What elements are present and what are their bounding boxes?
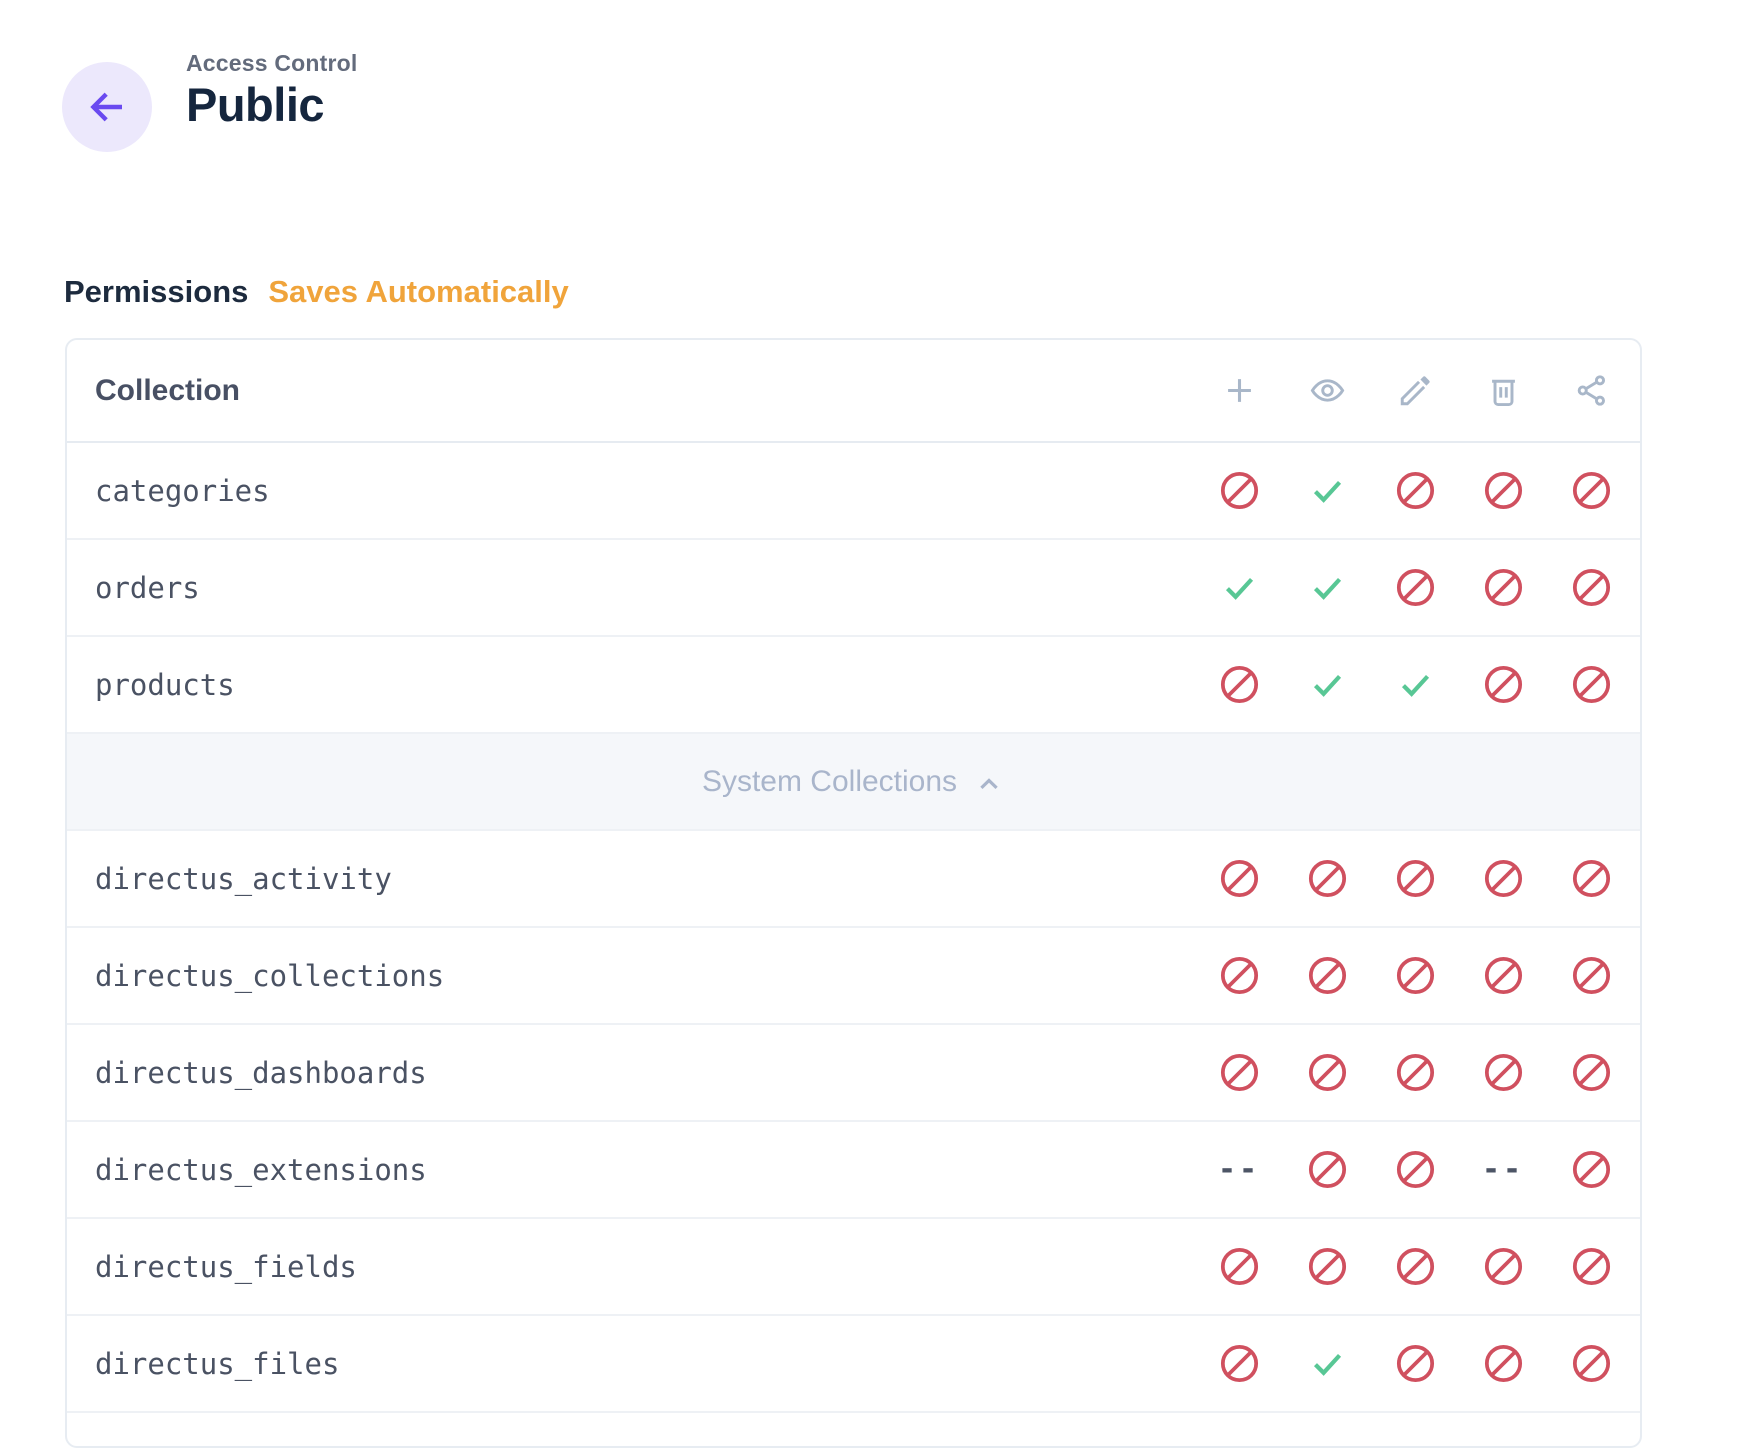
perm-categories-share[interactable]: [1547, 443, 1635, 538]
collection-name: directus_activity: [95, 861, 392, 896]
block-icon: [1482, 857, 1525, 900]
block-icon: [1306, 1148, 1349, 1191]
column-header-create: [1195, 372, 1283, 409]
perm-directus_extensions-read[interactable]: [1283, 1122, 1371, 1217]
block-icon: [1482, 1245, 1525, 1288]
column-header-read: [1283, 372, 1371, 409]
page-header: [62, 50, 358, 152]
permissions-heading: Permissions: [64, 274, 249, 309]
perm-directus_fields-delete[interactable]: [1459, 1219, 1547, 1314]
row-permissions: [1195, 1316, 1635, 1411]
check-icon: [1308, 1344, 1347, 1383]
perm-directus_files-update[interactable]: [1371, 1316, 1459, 1411]
permissions-table: [65, 338, 1642, 1448]
perm-directus_extensions-create[interactable]: [1195, 1122, 1283, 1217]
perm-products-read[interactable]: [1283, 637, 1371, 732]
block-icon: [1218, 663, 1261, 706]
no-access-dash: --: [1217, 1152, 1261, 1187]
collection-column-header: Collection: [95, 373, 241, 407]
system-collections-label: System Collections: [701, 764, 958, 798]
table-row-products: [67, 637, 1640, 734]
perm-directus_files-delete[interactable]: [1459, 1316, 1547, 1411]
block-icon: [1218, 954, 1261, 997]
perm-directus_collections-update[interactable]: [1371, 928, 1459, 1023]
perm-categories-read[interactable]: [1283, 443, 1371, 538]
perm-products-share[interactable]: [1547, 637, 1635, 732]
row-permissions: [1195, 1025, 1635, 1120]
column-header-share: [1547, 372, 1635, 409]
row-permissions: [1195, 637, 1635, 732]
chevron-up-icon: [973, 764, 1005, 800]
block-icon: [1482, 1342, 1525, 1385]
block-icon: [1570, 663, 1613, 706]
perm-directus_fields-share[interactable]: [1547, 1219, 1635, 1314]
block-icon: [1570, 1245, 1613, 1288]
perm-directus_collections-delete[interactable]: [1459, 928, 1547, 1023]
perm-products-delete[interactable]: [1459, 637, 1547, 732]
check-icon: [1220, 568, 1259, 607]
perm-directus_activity-create[interactable]: [1195, 831, 1283, 926]
block-icon: [1306, 1051, 1349, 1094]
row-permissions: [1195, 928, 1635, 1023]
perm-directus_dashboards-create[interactable]: [1195, 1025, 1283, 1120]
check-icon: [1396, 665, 1435, 704]
block-icon: [1218, 1051, 1261, 1094]
perm-directus_dashboards-share[interactable]: [1547, 1025, 1635, 1120]
table-row-directus_files: [67, 1316, 1640, 1413]
block-icon: [1482, 469, 1525, 512]
perm-directus_dashboards-update[interactable]: [1371, 1025, 1459, 1120]
perm-directus_extensions-delete[interactable]: [1459, 1122, 1547, 1217]
block-icon: [1570, 954, 1613, 997]
share-icon: [1573, 372, 1610, 409]
collection-name: directus_collections: [95, 958, 445, 993]
block-icon: [1394, 1051, 1437, 1094]
perm-directus_activity-share[interactable]: [1547, 831, 1635, 926]
table-body: [67, 443, 1640, 1413]
collection-name: directus_dashboards: [95, 1055, 427, 1090]
perm-directus_files-read[interactable]: [1283, 1316, 1371, 1411]
block-icon: [1570, 1148, 1613, 1191]
block-icon: [1394, 857, 1437, 900]
system-collections-toggle[interactable]: [67, 734, 1640, 831]
perm-directus_extensions-share[interactable]: [1547, 1122, 1635, 1217]
row-permissions: [1195, 1219, 1635, 1314]
table-row-categories: [67, 443, 1640, 540]
perm-directus_files-share[interactable]: [1547, 1316, 1635, 1411]
perm-products-create[interactable]: [1195, 637, 1283, 732]
perm-directus_fields-read[interactable]: [1283, 1219, 1371, 1314]
collection-name: directus_files: [95, 1346, 340, 1381]
perm-orders-create[interactable]: [1195, 540, 1283, 635]
block-icon: [1394, 469, 1437, 512]
perm-categories-delete[interactable]: [1459, 443, 1547, 538]
block-icon: [1570, 1051, 1613, 1094]
breadcrumb: Access Control: [186, 50, 358, 76]
eye-icon: [1309, 372, 1346, 409]
perm-directus_activity-update[interactable]: [1371, 831, 1459, 926]
row-permissions: [1195, 1122, 1635, 1217]
perm-directus_collections-share[interactable]: [1547, 928, 1635, 1023]
table-row-directus_dashboards: [67, 1025, 1640, 1122]
collection-name: directus_fields: [95, 1249, 357, 1284]
table-row-directus_activity: [67, 831, 1640, 928]
block-icon: [1394, 1148, 1437, 1191]
block-icon: [1218, 1245, 1261, 1288]
perm-directus_dashboards-delete[interactable]: [1459, 1025, 1547, 1120]
row-permissions: [1195, 831, 1635, 926]
block-icon: [1570, 857, 1613, 900]
block-icon: [1394, 566, 1437, 609]
check-icon: [1308, 568, 1347, 607]
collection-name: directus_extensions: [95, 1152, 427, 1187]
trash-icon: [1485, 372, 1522, 409]
perm-directus_fields-update[interactable]: [1371, 1219, 1459, 1314]
perm-orders-share[interactable]: [1547, 540, 1635, 635]
block-icon: [1570, 469, 1613, 512]
no-access-dash: --: [1481, 1152, 1525, 1187]
perm-orders-delete[interactable]: [1459, 540, 1547, 635]
block-icon: [1218, 1342, 1261, 1385]
perm-directus_files-create[interactable]: [1195, 1316, 1283, 1411]
table-row-directus_extensions: [67, 1122, 1640, 1219]
check-icon: [1308, 471, 1347, 510]
autosave-note: Saves Automatically: [268, 274, 569, 309]
column-header-delete: [1459, 372, 1547, 409]
perm-products-update[interactable]: [1371, 637, 1459, 732]
block-icon: [1306, 954, 1349, 997]
row-permissions: [1195, 443, 1635, 538]
collection-name: products: [95, 667, 235, 702]
perm-directus_activity-read[interactable]: [1283, 831, 1371, 926]
column-header-update: [1371, 372, 1459, 409]
column-actions: [1195, 372, 1635, 409]
plus-icon: [1221, 372, 1258, 409]
block-icon: [1394, 1342, 1437, 1385]
block-icon: [1482, 954, 1525, 997]
block-icon: [1394, 954, 1437, 997]
block-icon: [1218, 469, 1261, 512]
arrow-left-icon: [83, 83, 131, 131]
collection-name: categories: [95, 473, 270, 508]
perm-directus_activity-delete[interactable]: [1459, 831, 1547, 926]
perm-orders-update[interactable]: [1371, 540, 1459, 635]
table-row-orders: [67, 540, 1640, 637]
block-icon: [1394, 1245, 1437, 1288]
block-icon: [1482, 566, 1525, 609]
back-button[interactable]: [62, 62, 152, 152]
block-icon: [1482, 1051, 1525, 1094]
perm-directus_extensions-update[interactable]: [1371, 1122, 1459, 1217]
collection-name: orders: [95, 570, 200, 605]
block-icon: [1306, 1245, 1349, 1288]
page-title: Public: [186, 78, 325, 131]
block-icon: [1570, 1342, 1613, 1385]
pencil-icon: [1397, 372, 1434, 409]
table-header-row: [67, 340, 1640, 443]
block-icon: [1218, 857, 1261, 900]
row-permissions: [1195, 540, 1635, 635]
block-icon: [1482, 663, 1525, 706]
table-row-directus_fields: [67, 1219, 1640, 1316]
permissions-section-head: [64, 274, 569, 310]
perm-categories-create[interactable]: [1195, 443, 1283, 538]
perm-categories-update[interactable]: [1371, 443, 1459, 538]
check-icon: [1308, 665, 1347, 704]
perm-directus_dashboards-read[interactable]: [1283, 1025, 1371, 1120]
block-icon: [1306, 857, 1349, 900]
table-row-directus_collections: [67, 928, 1640, 1025]
block-icon: [1570, 566, 1613, 609]
perm-directus_collections-create[interactable]: [1195, 928, 1283, 1023]
perm-directus_fields-create[interactable]: [1195, 1219, 1283, 1314]
perm-orders-read[interactable]: [1283, 540, 1371, 635]
perm-directus_collections-read[interactable]: [1283, 928, 1371, 1023]
